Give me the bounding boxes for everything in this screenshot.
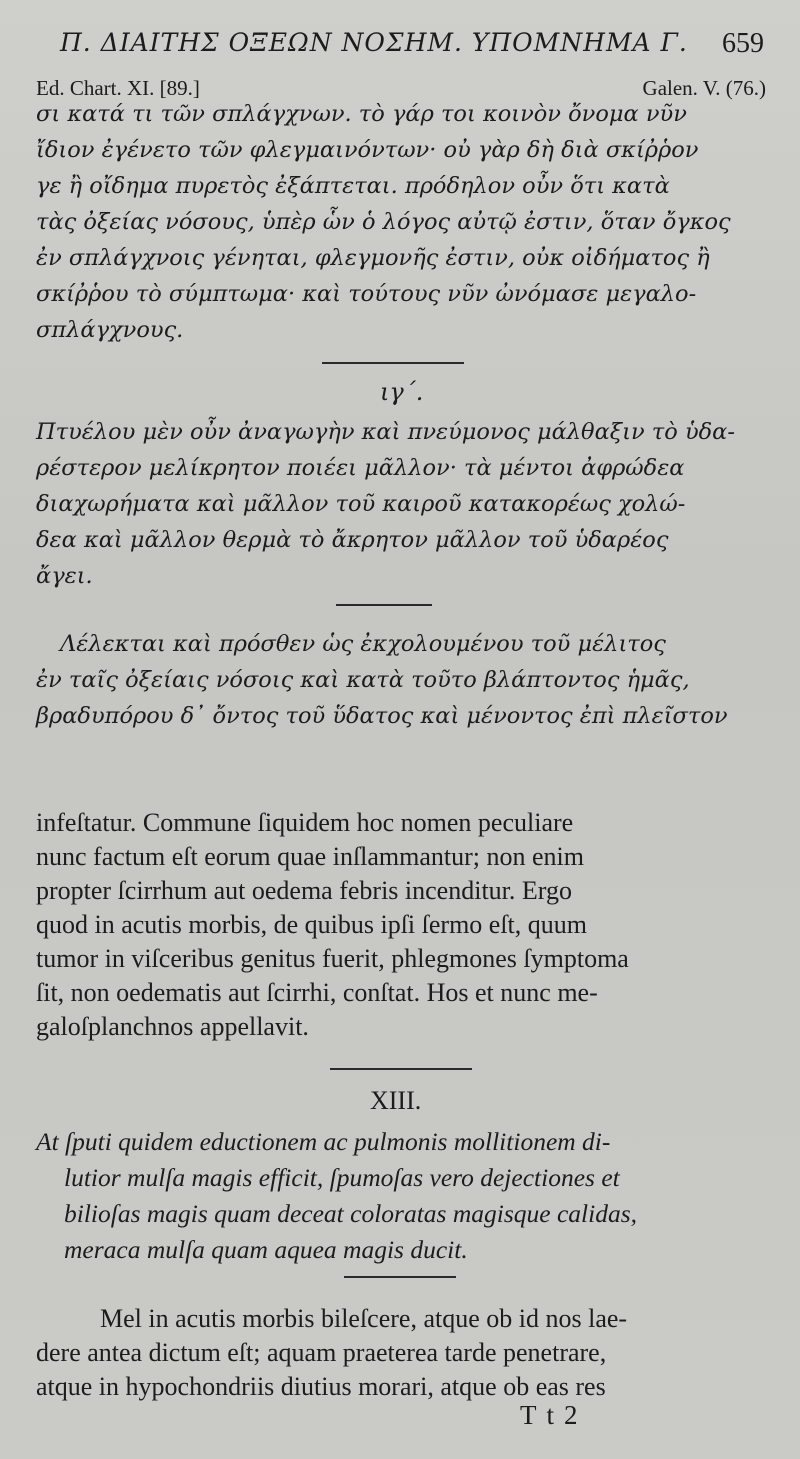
text-line: σκίῤῥου τὸ σύμπτωμα· καὶ τούτους νῦν ὠνόμασε μεγαλο- bbox=[36, 281, 697, 307]
latin-section-number: XIII. bbox=[370, 1086, 422, 1115]
text-line: γε ἢ οἴδημα πυρετὸς ἐξάπτεται. πρόδηλον οὖν ὅτι κατὰ bbox=[36, 173, 670, 199]
text-line: ἐν ταῖς ὀξείαις νόσοις καὶ κατὰ τοῦτο βλάπτοντος ἡμᾶς, bbox=[36, 667, 690, 693]
edition-left: Ed. Chart. XI. [89.] bbox=[36, 76, 200, 100]
greek-paragraph-3 bbox=[60, 626, 766, 662]
latin-paragraph-3-cont bbox=[36, 1336, 766, 1404]
greek-paragraph-1 bbox=[36, 96, 766, 348]
text-line: διαχωρήματα καὶ μᾶλλον τοῦ καιροῦ κατακορέως χολώ- bbox=[36, 491, 686, 517]
signature-mark: Tt2 bbox=[520, 1400, 588, 1430]
page-number: 659 bbox=[722, 28, 764, 59]
text-line: ρέστερον μελίκρητον ποιέει μᾶλλον· τὰ μέντοι ἀφρώδεα bbox=[36, 455, 685, 481]
edition-right: Galen. V. (76.) bbox=[642, 76, 766, 100]
text-line: ἄγει. bbox=[36, 563, 93, 589]
text-line: quod in acutis morbis, de quibus ipſi ſermo eſt, quum bbox=[36, 910, 588, 939]
latin-paragraph-3 bbox=[100, 1302, 766, 1336]
running-title bbox=[60, 28, 764, 57]
section-divider bbox=[336, 604, 432, 606]
text-line: infeſtatur. Commune ſiquidem hoc nomen peculiare bbox=[36, 808, 574, 837]
greek-paragraph-2 bbox=[36, 414, 766, 594]
text-line: tumor in viſceribus genitus fuerit, phlegmones ſymptoma bbox=[36, 944, 629, 973]
section-divider bbox=[330, 1068, 472, 1070]
running-title-text: Π. ΔΙΑΙΤΗΣ ΟΞΕΩΝ ΝΟΣΗΜ. ΥΠΟΜΝΗΜΑ Γ. bbox=[60, 28, 688, 57]
text-line: galoſplanchnos appellavit. bbox=[36, 1012, 309, 1041]
section-divider bbox=[344, 1276, 456, 1278]
text-line: ἴδιον ἐγένετο τῶν φλεγμαινόντων· οὐ γὰρ δὴ διὰ σκίῤῥον bbox=[36, 137, 699, 163]
latin-paragraph-2 bbox=[36, 1124, 766, 1268]
text-line: At ſputi quidem eductionem ac pulmonis mollitionem di- bbox=[36, 1127, 611, 1156]
section-divider bbox=[322, 362, 464, 364]
text-line: ſit, non oedematis aut ſcirrhi, conſtat. Hos et nunc me- bbox=[36, 978, 598, 1007]
greek-section-number: ιγ΄. bbox=[380, 378, 424, 406]
text-line: bilioſas magis quam deceat coloratas magisque calidas, bbox=[64, 1199, 638, 1228]
latin-paragraph-1 bbox=[36, 806, 766, 1044]
text-line: atque in hypochondriis diutius morari, atque ob eas res bbox=[36, 1372, 606, 1401]
text-line: propter ſcirrhum aut oedema febris incenditur. Ergo bbox=[36, 876, 572, 905]
text-line: Λέλεκται καὶ πρόσθεν ὡς ἐκχολουμένου τοῦ μέλιτος bbox=[60, 631, 666, 657]
text-line: δεα καὶ μᾶλλον θερμὰ τὸ ἄκρητον μᾶλλον τοῦ ὑδαρέος bbox=[36, 527, 669, 553]
text-line: σπλάγχνους. bbox=[36, 317, 184, 343]
text-line: dere antea dictum eſt; aquam praeterea tarde penetrare, bbox=[36, 1338, 607, 1367]
text-line: Mel in acutis morbis bileſcere, atque ob id nos lae- bbox=[100, 1304, 628, 1333]
text-line: ἐν σπλάγχνοις γένηται, φλεγμονῆς ἐστιν, οὐκ οἰδήματος ἢ bbox=[36, 245, 710, 271]
text-line: Πτυέλου μὲν οὖν ἀναγωγὴν καὶ πνεύμονος μάλθαξιν τὸ ὑδα- bbox=[36, 419, 735, 445]
text-line: meraca mulſa quam aquea magis ducit. bbox=[64, 1235, 468, 1264]
text-line: βραδυπόρου δ᾽ ὄντος τοῦ ὕδατος καὶ μένοντος ἐπὶ πλεῖστον bbox=[36, 703, 728, 729]
greek-paragraph-3-cont bbox=[36, 662, 766, 734]
text-line: lutior mulſa magis efficit, ſpumoſas vero dejectiones et bbox=[64, 1163, 620, 1192]
text-line: τὰς ὀξείας νόσους, ὑπὲρ ὧν ὁ λόγος αὐτῷ ἐστιν, ὅταν ὄγκος bbox=[36, 209, 731, 235]
text-line: nunc factum eſt eorum quae inſlammantur; non enim bbox=[36, 842, 585, 871]
text-line: σι κατά τι τῶν σπλάγχνων. τὸ γάρ τοι κοινὸν ὄνομα νῦν bbox=[36, 101, 687, 127]
